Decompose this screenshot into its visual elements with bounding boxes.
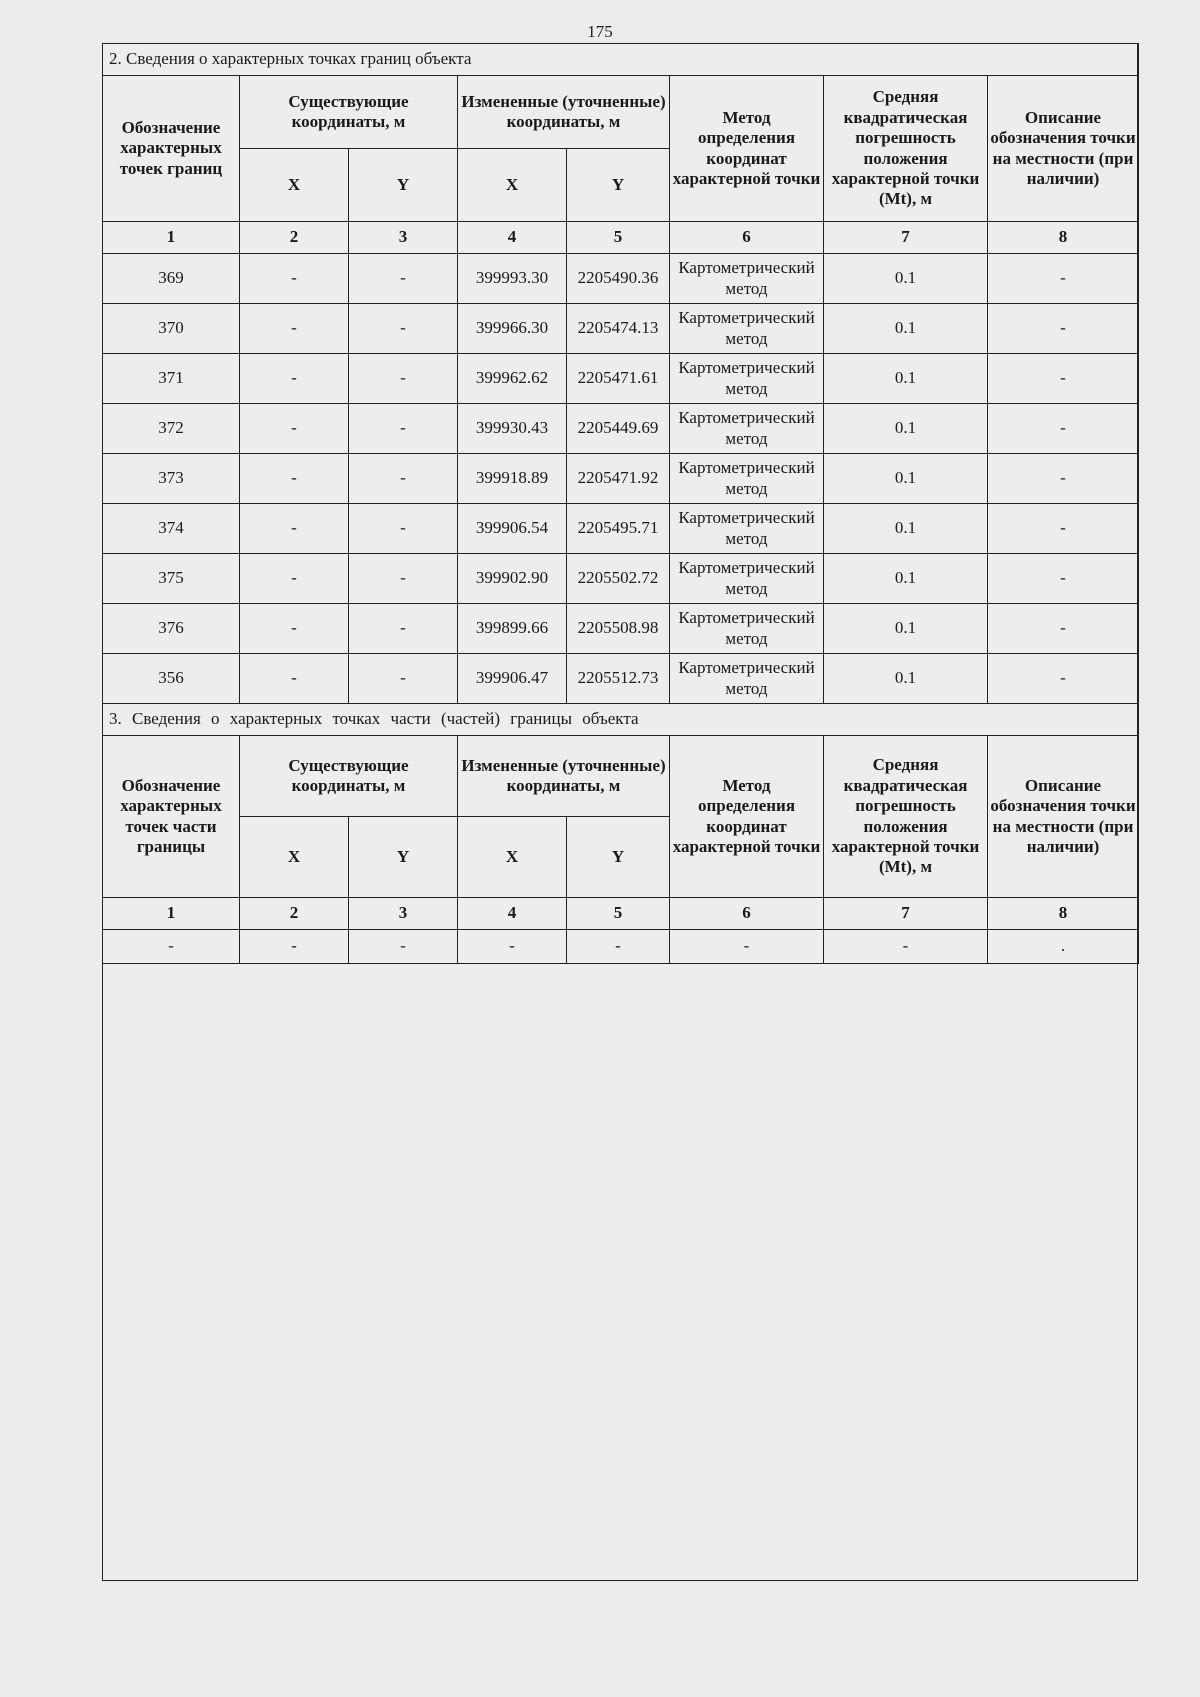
header-error: Средняя квадратическая погрешность положения характерной точки (Mt), м bbox=[824, 76, 988, 222]
cell-point: 370 bbox=[103, 304, 240, 354]
cell-y: 2205471.61 bbox=[567, 354, 670, 404]
cell-error: 0.1 bbox=[824, 254, 988, 304]
cell-y: 2205474.13 bbox=[567, 304, 670, 354]
header-x-changed: X bbox=[458, 817, 567, 898]
table-row bbox=[103, 554, 1139, 604]
column-number: 1 bbox=[103, 222, 240, 254]
table-row bbox=[103, 654, 1139, 704]
section3-title: 3. Сведения о характерных точках части (частей) границы объекта bbox=[103, 704, 1139, 736]
table-row bbox=[103, 930, 1139, 964]
cell-x: 399918.89 bbox=[458, 454, 567, 504]
cell-error: 0.1 bbox=[824, 554, 988, 604]
cell-x: 399902.90 bbox=[458, 554, 567, 604]
cell-point: 372 bbox=[103, 404, 240, 454]
cell-existing-y: - bbox=[349, 404, 458, 454]
cell-existing-x: - bbox=[240, 454, 349, 504]
cell-existing-y: - bbox=[349, 504, 458, 554]
table-row bbox=[103, 604, 1139, 654]
section2-header-row bbox=[103, 76, 1139, 149]
cell-description: - bbox=[988, 654, 1139, 704]
cell-description: - bbox=[988, 604, 1139, 654]
header-x-changed: X bbox=[458, 149, 567, 222]
column-number: 8 bbox=[988, 898, 1139, 930]
cell-method: Картометрический метод bbox=[670, 354, 824, 404]
header-method: Метод определения координат характерной точки bbox=[670, 736, 824, 898]
cell-existing-y: - bbox=[349, 654, 458, 704]
table-row bbox=[103, 304, 1139, 354]
column-number: 7 bbox=[824, 898, 988, 930]
cell-x: 399930.43 bbox=[458, 404, 567, 454]
header-x-existing: X bbox=[240, 149, 349, 222]
cell-empty: . bbox=[988, 930, 1139, 964]
cell-method: Картометрический метод bbox=[670, 404, 824, 454]
cell-method: Картометрический метод bbox=[670, 604, 824, 654]
cell-existing-y: - bbox=[349, 554, 458, 604]
cell-y: 2205508.98 bbox=[567, 604, 670, 654]
cell-error: 0.1 bbox=[824, 454, 988, 504]
cell-description: - bbox=[988, 454, 1139, 504]
cell-existing-y: - bbox=[349, 354, 458, 404]
cell-method: Картометрический метод bbox=[670, 654, 824, 704]
cell-description: - bbox=[988, 354, 1139, 404]
cell-empty: - bbox=[103, 930, 240, 964]
header-y-existing: Y bbox=[349, 149, 458, 222]
cell-description: - bbox=[988, 554, 1139, 604]
cell-empty: - bbox=[349, 930, 458, 964]
cell-existing-x: - bbox=[240, 504, 349, 554]
cell-point: 371 bbox=[103, 354, 240, 404]
column-number: 6 bbox=[670, 898, 824, 930]
header-description: Описание обозначения точки на местности (при наличии) bbox=[988, 76, 1139, 222]
header-error: Средняя квадратическая погрешность положения характерной точки (Mt), м bbox=[824, 736, 988, 898]
cell-method: Картометрический метод bbox=[670, 554, 824, 604]
cell-x: 399966.30 bbox=[458, 304, 567, 354]
cell-method: Картометрический метод bbox=[670, 454, 824, 504]
cell-existing-x: - bbox=[240, 404, 349, 454]
section3-header-row bbox=[103, 736, 1139, 817]
cell-error: 0.1 bbox=[824, 354, 988, 404]
cell-point: 374 bbox=[103, 504, 240, 554]
cell-point: 356 bbox=[103, 654, 240, 704]
column-number: 1 bbox=[103, 898, 240, 930]
cell-y: 2205495.71 bbox=[567, 504, 670, 554]
cell-description: - bbox=[988, 254, 1139, 304]
cell-method: Картометрический метод bbox=[670, 504, 824, 554]
column-number: 3 bbox=[349, 898, 458, 930]
cell-description: - bbox=[988, 304, 1139, 354]
header-designation: Обозначение характерных точек границ bbox=[103, 76, 240, 222]
column-number: 4 bbox=[458, 898, 567, 930]
cell-error: 0.1 bbox=[824, 404, 988, 454]
table-row bbox=[103, 404, 1139, 454]
cell-point: 376 bbox=[103, 604, 240, 654]
cell-y: 2205490.36 bbox=[567, 254, 670, 304]
column-number: 5 bbox=[567, 222, 670, 254]
column-number: 4 bbox=[458, 222, 567, 254]
cell-existing-y: - bbox=[349, 254, 458, 304]
cell-error: 0.1 bbox=[824, 654, 988, 704]
cell-y: 2205449.69 bbox=[567, 404, 670, 454]
header-y-existing: Y bbox=[349, 817, 458, 898]
column-number: 5 bbox=[567, 898, 670, 930]
column-number: 8 bbox=[988, 222, 1139, 254]
cell-empty: - bbox=[458, 930, 567, 964]
header-y-changed: Y bbox=[567, 149, 670, 222]
header-description: Описание обозначения точки на местности (при наличии) bbox=[988, 736, 1139, 898]
cell-point: 375 bbox=[103, 554, 240, 604]
column-number: 7 bbox=[824, 222, 988, 254]
cell-y: 2205471.92 bbox=[567, 454, 670, 504]
cell-point: 369 bbox=[103, 254, 240, 304]
cell-x: 399899.66 bbox=[458, 604, 567, 654]
header-existing-coordinates: Существующие координаты, м bbox=[240, 736, 458, 817]
cell-existing-x: - bbox=[240, 554, 349, 604]
section2-title-row bbox=[103, 44, 1139, 76]
cell-description: - bbox=[988, 404, 1139, 454]
cell-empty: - bbox=[824, 930, 988, 964]
cell-empty: - bbox=[670, 930, 824, 964]
column-number: 2 bbox=[240, 222, 349, 254]
header-changed-coordinates: Измененные (уточненные) координаты, м bbox=[458, 736, 670, 817]
page-number: 175 bbox=[587, 22, 613, 41]
table-row bbox=[103, 254, 1139, 304]
section3-column-numbers-row bbox=[103, 898, 1139, 930]
cell-existing-x: - bbox=[240, 604, 349, 654]
cell-existing-y: - bbox=[349, 604, 458, 654]
cell-x: 399962.62 bbox=[458, 354, 567, 404]
header-y-changed: Y bbox=[567, 817, 670, 898]
section3-title-row bbox=[103, 704, 1139, 736]
cell-point: 373 bbox=[103, 454, 240, 504]
cell-empty: - bbox=[240, 930, 349, 964]
cell-y: 2205502.72 bbox=[567, 554, 670, 604]
cell-existing-x: - bbox=[240, 354, 349, 404]
section2-title: 2. Сведения о характерных точках границ объекта bbox=[103, 44, 1139, 76]
header-changed-coordinates: Измененные (уточненные) координаты, м bbox=[458, 76, 670, 149]
cell-empty: - bbox=[567, 930, 670, 964]
column-number: 3 bbox=[349, 222, 458, 254]
table-row bbox=[103, 354, 1139, 404]
header-designation: Обозначение характерных точек части границы bbox=[103, 736, 240, 898]
cell-existing-x: - bbox=[240, 654, 349, 704]
cell-y: 2205512.73 bbox=[567, 654, 670, 704]
cell-description: - bbox=[988, 504, 1139, 554]
table-row bbox=[103, 454, 1139, 504]
cell-existing-x: - bbox=[240, 304, 349, 354]
table-row bbox=[103, 504, 1139, 554]
cell-existing-y: - bbox=[349, 454, 458, 504]
header-method: Метод определения координат характерной точки bbox=[670, 76, 824, 222]
column-number: 2 bbox=[240, 898, 349, 930]
cell-error: 0.1 bbox=[824, 504, 988, 554]
header-existing-coordinates: Существующие координаты, м bbox=[240, 76, 458, 149]
cell-error: 0.1 bbox=[824, 304, 988, 354]
cell-x: 399993.30 bbox=[458, 254, 567, 304]
header-x-existing: X bbox=[240, 817, 349, 898]
cell-x: 399906.47 bbox=[458, 654, 567, 704]
points-table bbox=[102, 43, 1139, 964]
cell-x: 399906.54 bbox=[458, 504, 567, 554]
cell-existing-x: - bbox=[240, 254, 349, 304]
cell-method: Картометрический метод bbox=[670, 254, 824, 304]
column-number: 6 bbox=[670, 222, 824, 254]
cell-error: 0.1 bbox=[824, 604, 988, 654]
section2-column-numbers-row bbox=[103, 222, 1139, 254]
cell-method: Картометрический метод bbox=[670, 304, 824, 354]
cell-existing-y: - bbox=[349, 304, 458, 354]
